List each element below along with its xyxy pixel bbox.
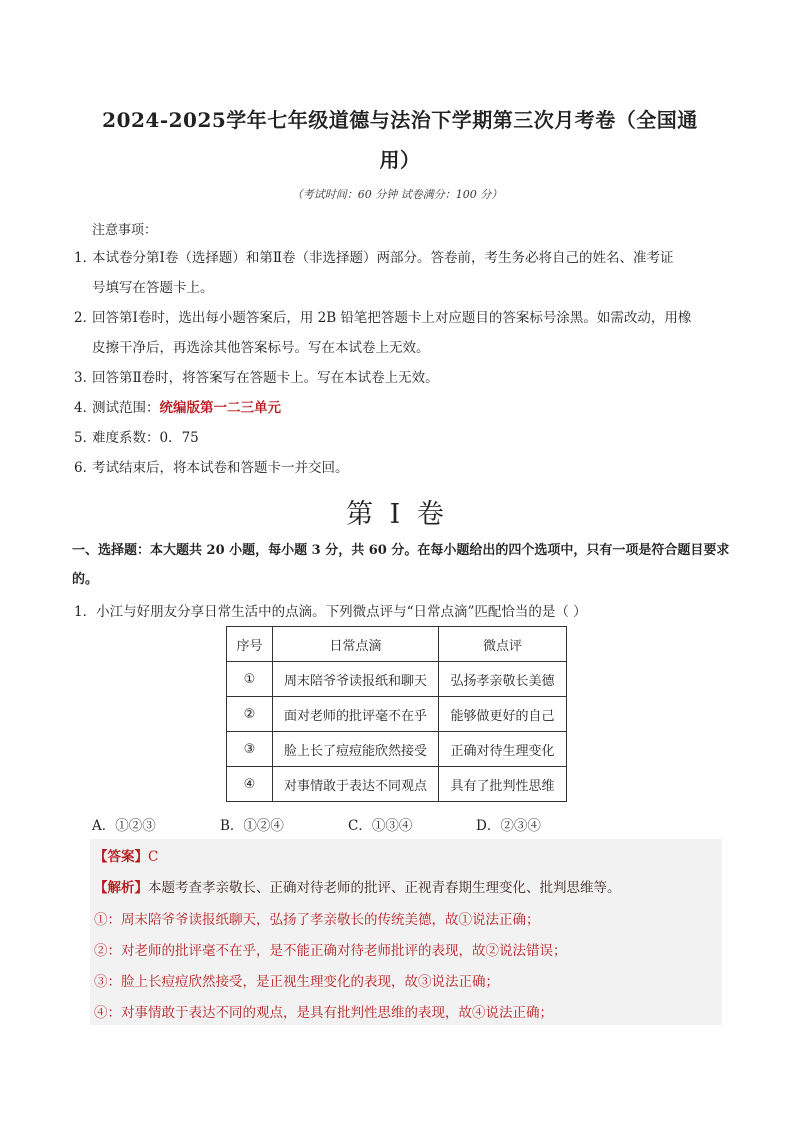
column-header: 日常点滴 bbox=[273, 627, 439, 662]
analysis-point: ③：脸上长痘痘欣然接受，是正视生理变化的表现，故③说法正确； bbox=[94, 974, 499, 990]
table-row bbox=[227, 732, 567, 767]
table-cell: ④ bbox=[227, 767, 273, 802]
column-header: 微点评 bbox=[439, 627, 567, 662]
option-b: B．①②④ bbox=[220, 818, 284, 834]
analysis-point: ④：对事情敢于表达不同的观点，是具有批判性思维的表现，故④说法正确； bbox=[94, 1005, 553, 1021]
question-1-table bbox=[226, 626, 567, 802]
note-item: 6． 考试结束后，将本试卷和答题卡一并交回。 bbox=[74, 460, 349, 476]
notes-list bbox=[74, 243, 734, 483]
table-cell: 周末陪爷爷读报纸和聊天 bbox=[273, 662, 439, 697]
note-item: 5． 难度系数：0．75 bbox=[74, 430, 199, 446]
table-cell: 能够做更好的自己 bbox=[439, 697, 567, 732]
answer-tag: 【答案】 bbox=[94, 849, 148, 865]
volume-title: 第 I 卷 bbox=[346, 499, 448, 530]
note-item: 2． 回答第Ⅰ卷时，选出每小题答案后，用 2B 铅笔把答题卡上对应题目的答案标号涂黑。如需改动，用橡 皮擦干净后，再选涂其他答案标号。写在本试卷上无效。 bbox=[74, 310, 692, 356]
answer-line bbox=[94, 845, 158, 865]
section-heading: 一、选择题：本大题共 20 小题，每小题 3 分，共 60 分。在每小题给出的四个选项中，只有一项是符合题目要求的。 bbox=[72, 543, 730, 587]
table-cell: ② bbox=[227, 697, 273, 732]
analysis-text: 本题考查孝亲敬长、正确对待老师的批评、正视青春期生理变化、批判思维等。 bbox=[148, 880, 621, 896]
analysis-point: ①：周末陪爷爷读报纸聊天，弘扬了孝亲敬长的传统美德，故①说法正确； bbox=[94, 912, 540, 928]
table-cell: 脸上长了痘痘能欣然接受 bbox=[273, 732, 439, 767]
analysis-line bbox=[94, 876, 621, 896]
table-header-row bbox=[227, 627, 567, 662]
note-item: 1． 本试卷分第Ⅰ卷（选择题）和第Ⅱ卷（非选择题）两部分。答卷前，考生务必将自己的姓名、准考证 号填写在答题卡上。 bbox=[74, 250, 674, 296]
question-1-stem: 1．小江与好朋友分享日常生活中的点滴。下列微点评与“日常点滴”匹配恰当的是（ ） bbox=[74, 604, 587, 620]
option-d: D．②③④ bbox=[476, 818, 541, 834]
option-c: C．①③④ bbox=[348, 818, 413, 834]
answer-value: C bbox=[148, 849, 159, 865]
note-item: 4． 测试范围：统编版第一二三单元 bbox=[74, 400, 281, 416]
page-title: 2024-2025学年七年级道德与法治下学期第三次月考卷（全国通用） bbox=[102, 108, 698, 172]
notes-title: 注意事项： bbox=[92, 223, 158, 238]
table-row bbox=[227, 767, 567, 802]
column-header: 序号 bbox=[227, 627, 273, 662]
table-cell: ① bbox=[227, 662, 273, 697]
table-row bbox=[227, 662, 567, 697]
analysis-point: ②：对老师的批评毫不在乎，是不能正确对待老师批评的表现，故②说法错误； bbox=[94, 943, 567, 959]
table-cell: ③ bbox=[227, 732, 273, 767]
question-1-options bbox=[92, 814, 612, 834]
option-a: A．①②③ bbox=[92, 818, 156, 834]
table-cell: 面对老师的批评毫不在乎 bbox=[273, 697, 439, 732]
table-cell: 具有了批判性思维 bbox=[439, 767, 567, 802]
answer-box bbox=[90, 839, 722, 1025]
table-cell: 正确对待生理变化 bbox=[439, 732, 567, 767]
table-cell: 对事情敢于表达不同观点 bbox=[273, 767, 439, 802]
note-item: 3． 回答第Ⅱ卷时，将答案写在答题卡上。写在本试卷上无效。 bbox=[74, 370, 439, 386]
table-row bbox=[227, 697, 567, 732]
exam-info: （考试时间：60 分钟 试卷满分：100 分） bbox=[291, 188, 503, 201]
table-cell: 弘扬孝亲敬长美德 bbox=[439, 662, 567, 697]
analysis-tag: 【解析】 bbox=[94, 880, 148, 896]
test-scope: 统编版第一二三单元 bbox=[159, 400, 281, 416]
